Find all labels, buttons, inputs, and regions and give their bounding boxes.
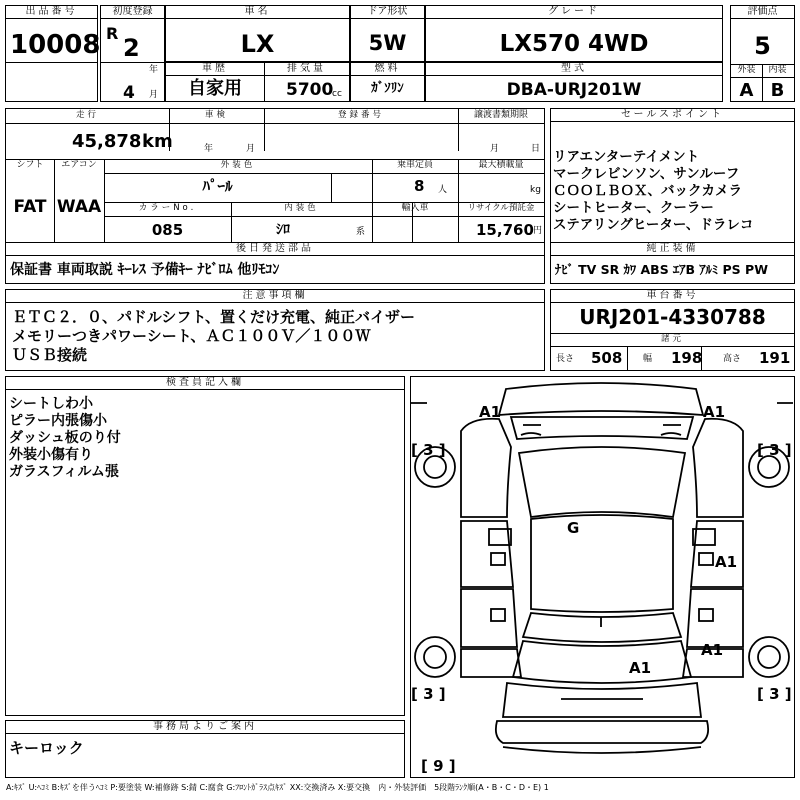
door-box (350, 5, 425, 62)
width: 198 (671, 349, 703, 367)
lot-number: 10008 (10, 30, 101, 60)
mark-right-door: A1 (715, 553, 738, 571)
registration-label: 登録番号 (337, 110, 384, 120)
notes-line: メモリーつきパワーシート、ＡＣ１００Ｖ／１００Ｗ (12, 327, 371, 345)
score: 5 (754, 32, 771, 60)
mark-tire-fr: [ 3 ] (757, 441, 792, 459)
inspector-line: 外装小傷有り (9, 447, 93, 463)
fuel-box (350, 62, 425, 102)
score-label: 評価点 (731, 6, 794, 19)
notes-box (5, 289, 545, 371)
exterior-color: ﾊﾟｰﾙ (202, 177, 233, 195)
load-label: 最大積載量 (478, 160, 524, 170)
width-label: 幅 (643, 354, 653, 364)
ext-label: 外装 (737, 65, 756, 75)
inspector-line: ガラスフィルム張 (9, 464, 119, 480)
mark-front-left: A1 (479, 403, 502, 421)
lot-label: 出品番号 (6, 6, 97, 19)
shift-label: シフト (16, 160, 44, 170)
load-unit: kg (530, 185, 541, 195)
specs-label: 諸元 (660, 334, 684, 344)
ext-grade: A (739, 80, 754, 101)
mark-windshield: G (567, 519, 580, 537)
genuine-label: 純正装備 (551, 243, 794, 256)
car-name: LX (240, 30, 275, 58)
later-parts-label: 後日発送部品 (6, 243, 544, 256)
lot-box (5, 5, 101, 102)
height: 191 (759, 349, 791, 367)
notes-line: ＵＳＢ接続 (12, 346, 88, 364)
history: 自家用 (188, 78, 242, 99)
legend: A:ｷｽﾞ U:ﾍｺﾐ B:ｷｽﾞを伴うﾍｺﾐ P:要塗装 W:補修跡 S:錆 C:腐食 G:ﾌﾛﾝﾄｶﾞﾗｽ点ｷｽﾞ XX:交換済み X:要交換 内・外装評価 5段階ﾗﾝｸ順(A・B・C・D・E) 1 (6, 783, 549, 792)
history-box (165, 62, 350, 102)
inspector-box (5, 376, 405, 716)
recycle-label: リサイクル預託金 (467, 203, 535, 213)
mark-front-right: A1 (703, 403, 726, 421)
reg-month: 4 (123, 83, 135, 103)
import-label: 輸入車 (401, 203, 429, 213)
inspector-line: シートしわ小 (9, 396, 93, 412)
mileage: 45,878 (72, 131, 142, 152)
int-grade: B (770, 80, 785, 101)
color-number: 085 (151, 221, 184, 239)
grade-label: グレード (426, 6, 722, 19)
height-label: 高さ (723, 354, 742, 364)
sales-line: シートヒーター、クーラー (553, 200, 714, 216)
grade: LX570 4WD (499, 31, 649, 57)
inspection-label: 車検 (204, 110, 228, 120)
reg-year: 2 (123, 34, 140, 62)
later-parts: 保証書 車両取説 ｷｰﾚｽ 予備ｷｰ ﾅﾋﾞﾛﾑ 他ﾘﾓｺﾝ (10, 262, 280, 278)
month-unit: 月 (149, 90, 159, 100)
fuel-label: 燃料 (351, 63, 424, 76)
inspection-year-unit: 年 (204, 144, 214, 154)
displacement-label: 排気量 (264, 63, 349, 76)
color-label: 外装色 (220, 160, 256, 170)
fuel: ｶﾞｿﾘﾝ (371, 81, 404, 96)
capacity: 8 (414, 177, 425, 195)
sales-label: セールスポイント (551, 109, 794, 122)
sales-points-box (550, 108, 795, 243)
model: DBA-URJ201W (506, 80, 642, 100)
displacement-unit: cc (332, 89, 342, 99)
first-reg-box (100, 5, 165, 102)
interior-color: ｼﾛ (276, 222, 290, 238)
inspector-line: ピラー内張傷小 (9, 413, 107, 429)
model-box (425, 62, 723, 102)
inspection-month-unit: 月 (246, 144, 256, 154)
int-color-unit: 系 (356, 227, 366, 237)
mark-tire-rr: [ 3 ] (757, 685, 792, 703)
model-label: 型式 (426, 63, 722, 76)
transfer-day-unit: 日 (531, 144, 541, 154)
capacity-unit: 人 (438, 185, 448, 195)
year-unit: 年 (149, 65, 159, 75)
later-parts-box (5, 242, 545, 284)
car-diagram-box (410, 376, 795, 778)
door-type: 5W (368, 31, 407, 55)
capacity-label: 乗車定員 (396, 160, 433, 170)
aircon-label: エアコン (61, 160, 97, 170)
office-box (5, 720, 405, 778)
car-name-label: 車名 (166, 6, 349, 19)
mark-roof-rear: A1 (629, 659, 652, 677)
chassis-box (550, 289, 795, 371)
notes-label: 注意事項欄 (6, 290, 544, 303)
first-reg-label: 初度登録 (101, 6, 164, 19)
length-label: 長さ (556, 354, 575, 364)
int-color-label: 内装色 (284, 203, 319, 213)
displacement: 5700 (286, 80, 334, 100)
era: R (106, 24, 119, 43)
chassis-number: URJ201-4330788 (579, 305, 766, 329)
sales-line: マークレビンソン、サンルーフ (553, 166, 740, 182)
shift: FAT (13, 197, 47, 217)
mileage-unit: km (142, 131, 173, 152)
door-label: ドア形状 (351, 6, 424, 19)
inspector-line: ダッシュ板のり付 (9, 430, 121, 446)
genuine-equipment-box (550, 242, 795, 284)
mark-right-rear: A1 (701, 641, 724, 659)
recycle-fee: 15,760 (476, 221, 534, 239)
mark-tire-rl: [ 3 ] (411, 685, 446, 703)
car-name-box (165, 5, 350, 62)
office-text: キーロック (9, 739, 84, 757)
sales-line: ステアリングヒーター、ドラレコ (553, 217, 754, 233)
transfer-month-unit: 月 (490, 144, 500, 154)
inspector-label: 検査員記入欄 (6, 377, 404, 390)
office-label: 事務局よりご案内 (6, 721, 404, 734)
color-no-label: カラーNo. (138, 203, 197, 213)
mileage-label: 走行 (75, 110, 99, 120)
recycle-unit: 円 (533, 226, 543, 236)
sales-line: ＣＯＯＬＢＯＸ、バックカメラ (553, 183, 742, 199)
chassis-label: 車台番号 (551, 290, 794, 303)
sales-line: リアエンターテイメント (553, 149, 700, 165)
history-label: 車歴 (166, 63, 264, 76)
car-diagram (411, 377, 793, 776)
score-box (730, 5, 795, 102)
grade-box (425, 5, 723, 62)
notes-line: ＥＴＣ２．０、パドルシフト、置くだけ充電、純正バイザー (12, 308, 415, 326)
mark-spare: [ 9 ] (421, 757, 456, 775)
aircon: WAA (56, 197, 102, 217)
genuine-equipment: ﾅﾋﾞ TV SR ｶﾜ ABS ｴｱB ｱﾙﾐ PS PW (555, 262, 768, 277)
length: 508 (591, 349, 623, 367)
int-label: 内装 (768, 65, 787, 75)
vehicle-details-box (5, 108, 545, 243)
mark-tire-fl: [ 3 ] (411, 441, 446, 459)
transfer-label: 譲渡書類期限 (473, 110, 528, 120)
